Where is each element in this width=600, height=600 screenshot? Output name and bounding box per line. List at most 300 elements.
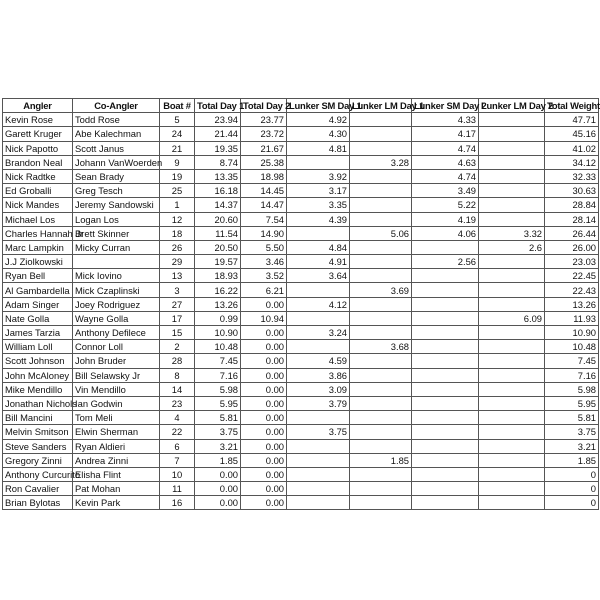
cell-total-weight: 5.98 — [545, 382, 599, 396]
cell-lunker-lm-day-1 — [350, 496, 412, 510]
cell-boat-number: 10 — [160, 467, 195, 481]
cell-co-angler: Connor Loll — [73, 340, 160, 354]
cell-total-weight: 34.12 — [545, 155, 599, 169]
cell-lunker-sm-day-1: 4.39 — [287, 212, 350, 226]
cell-total-day-2: 0.00 — [241, 340, 287, 354]
cell-angler: James Tarzia — [3, 326, 73, 340]
cell-lunker-lm-day-1 — [350, 212, 412, 226]
cell-angler: Gregory Zinni — [3, 453, 73, 467]
cell-total-day-2: 0.00 — [241, 354, 287, 368]
cell-total-day-2: 0.00 — [241, 382, 287, 396]
cell-total-weight: 0 — [545, 496, 599, 510]
cell-lunker-sm-day-1: 3.75 — [287, 425, 350, 439]
cell-lunker-lm-day-1 — [350, 482, 412, 496]
table-row — [3, 496, 599, 510]
cell-total-weight: 11.93 — [545, 311, 599, 325]
cell-lunker-sm-day-1: 3.09 — [287, 382, 350, 396]
cell-lunker-lm-day-2 — [479, 411, 545, 425]
table-row — [3, 184, 599, 198]
table-row — [3, 127, 599, 141]
cell-total-day-1: 0.00 — [195, 467, 241, 481]
table-row — [3, 113, 599, 127]
table-row — [3, 453, 599, 467]
cell-total-day-2: 14.47 — [241, 198, 287, 212]
cell-total-weight: 7.16 — [545, 368, 599, 382]
cell-total-weight: 22.45 — [545, 269, 599, 283]
cell-lunker-lm-day-1: 5.06 — [350, 226, 412, 240]
cell-total-weight: 41.02 — [545, 141, 599, 155]
cell-lunker-lm-day-1 — [350, 240, 412, 254]
cell-angler: Nick Radtke — [3, 169, 73, 183]
cell-lunker-lm-day-1 — [350, 169, 412, 183]
table-body — [3, 113, 599, 510]
cell-total-weight: 7.45 — [545, 354, 599, 368]
table-row — [3, 354, 599, 368]
cell-total-weight: 10.90 — [545, 326, 599, 340]
cell-lunker-sm-day-1: 4.12 — [287, 297, 350, 311]
cell-total-weight: 10.48 — [545, 340, 599, 354]
cell-lunker-lm-day-1 — [350, 269, 412, 283]
cell-total-weight: 26.00 — [545, 240, 599, 254]
cell-total-weight: 47.71 — [545, 113, 599, 127]
cell-co-angler: Elisha Flint — [73, 467, 160, 481]
table-row — [3, 255, 599, 269]
cell-boat-number: 13 — [160, 269, 195, 283]
cell-lunker-lm-day-2 — [479, 368, 545, 382]
cell-angler: Ron Cavalier — [3, 482, 73, 496]
cell-total-weight: 30.63 — [545, 184, 599, 198]
cell-co-angler: Kevin Park — [73, 496, 160, 510]
cell-total-day-1: 8.74 — [195, 155, 241, 169]
cell-lunker-lm-day-1 — [350, 382, 412, 396]
cell-co-angler: Sean Brady — [73, 169, 160, 183]
cell-angler: Charles Hannah Jr — [3, 226, 73, 240]
cell-lunker-lm-day-2: 3.32 — [479, 226, 545, 240]
cell-boat-number: 29 — [160, 255, 195, 269]
header-total-weight: Total Weight — [545, 99, 599, 113]
cell-co-angler: Abe Kalechman — [73, 127, 160, 141]
table-row — [3, 198, 599, 212]
cell-co-angler: Jeremy Sandowski — [73, 198, 160, 212]
cell-lunker-sm-day-2 — [412, 297, 479, 311]
cell-lunker-sm-day-2 — [412, 453, 479, 467]
cell-co-angler: Mick Czaplinski — [73, 283, 160, 297]
cell-total-day-1: 13.26 — [195, 297, 241, 311]
cell-lunker-sm-day-2 — [412, 396, 479, 410]
cell-lunker-sm-day-2 — [412, 354, 479, 368]
cell-lunker-sm-day-2 — [412, 482, 479, 496]
cell-total-day-2: 21.67 — [241, 141, 287, 155]
cell-total-day-1: 16.22 — [195, 283, 241, 297]
cell-angler: Michael Los — [3, 212, 73, 226]
cell-lunker-lm-day-1: 1.85 — [350, 453, 412, 467]
results-sheet — [2, 98, 598, 510]
cell-lunker-lm-day-1 — [350, 396, 412, 410]
cell-lunker-sm-day-1: 4.92 — [287, 113, 350, 127]
cell-total-day-1: 5.95 — [195, 396, 241, 410]
header-boat-number: Boat # — [160, 99, 195, 113]
cell-total-day-1: 1.85 — [195, 453, 241, 467]
cell-lunker-lm-day-2 — [479, 141, 545, 155]
cell-total-weight: 45.16 — [545, 127, 599, 141]
cell-lunker-sm-day-2: 4.17 — [412, 127, 479, 141]
cell-co-angler: Scott Janus — [73, 141, 160, 155]
cell-lunker-sm-day-2 — [412, 382, 479, 396]
cell-co-angler — [73, 255, 160, 269]
cell-lunker-sm-day-1: 3.92 — [287, 169, 350, 183]
cell-boat-number: 1 — [160, 198, 195, 212]
cell-lunker-lm-day-2 — [479, 467, 545, 481]
cell-co-angler: Todd Rose — [73, 113, 160, 127]
cell-boat-number: 15 — [160, 326, 195, 340]
cell-lunker-sm-day-1: 3.35 — [287, 198, 350, 212]
cell-lunker-sm-day-1: 3.64 — [287, 269, 350, 283]
cell-lunker-sm-day-2 — [412, 425, 479, 439]
cell-lunker-lm-day-2 — [479, 326, 545, 340]
cell-total-weight: 13.26 — [545, 297, 599, 311]
cell-total-weight: 0 — [545, 482, 599, 496]
header-angler: Angler — [3, 99, 73, 113]
cell-angler: Marc Lampkin — [3, 240, 73, 254]
cell-lunker-lm-day-2 — [479, 354, 545, 368]
cell-boat-number: 19 — [160, 169, 195, 183]
cell-lunker-sm-day-1: 3.86 — [287, 368, 350, 382]
cell-angler: Garett Kruger — [3, 127, 73, 141]
cell-lunker-sm-day-2: 4.06 — [412, 226, 479, 240]
cell-angler: Scott Johnson — [3, 354, 73, 368]
cell-lunker-sm-day-2 — [412, 496, 479, 510]
cell-angler: Steve Sanders — [3, 439, 73, 453]
cell-boat-number: 7 — [160, 453, 195, 467]
cell-co-angler: Andrea Zinni — [73, 453, 160, 467]
cell-co-angler: Vin Mendillo — [73, 382, 160, 396]
cell-total-day-1: 16.18 — [195, 184, 241, 198]
cell-co-angler: Wayne Golla — [73, 311, 160, 325]
cell-total-weight: 0 — [545, 467, 599, 481]
cell-lunker-sm-day-1 — [287, 283, 350, 297]
cell-total-day-2: 0.00 — [241, 326, 287, 340]
cell-boat-number: 9 — [160, 155, 195, 169]
cell-co-angler: Joey Rodriguez — [73, 297, 160, 311]
cell-lunker-sm-day-2 — [412, 269, 479, 283]
cell-total-day-1: 7.16 — [195, 368, 241, 382]
cell-lunker-lm-day-1: 3.68 — [350, 340, 412, 354]
cell-boat-number: 4 — [160, 411, 195, 425]
header-lunker-lm-day-1: Lunker LM Day 1 — [350, 99, 412, 113]
cell-lunker-sm-day-2: 4.63 — [412, 155, 479, 169]
cell-lunker-sm-day-1: 4.84 — [287, 240, 350, 254]
cell-co-angler: Elwin Sherman — [73, 425, 160, 439]
table-row — [3, 411, 599, 425]
table-row — [3, 326, 599, 340]
header-total-day-2: Total Day 2 — [241, 99, 287, 113]
header-total-day-1: Total Day 1 — [195, 99, 241, 113]
cell-lunker-sm-day-1 — [287, 453, 350, 467]
cell-lunker-sm-day-1 — [287, 439, 350, 453]
cell-boat-number: 14 — [160, 382, 195, 396]
cell-lunker-sm-day-1: 4.91 — [287, 255, 350, 269]
cell-total-weight: 28.14 — [545, 212, 599, 226]
cell-total-day-1: 23.94 — [195, 113, 241, 127]
cell-lunker-lm-day-2 — [479, 496, 545, 510]
cell-co-angler: Johann VanWoerden — [73, 155, 160, 169]
cell-angler: Brandon Neal — [3, 155, 73, 169]
header-lunker-sm-day-2: Lunker SM Day 2 — [412, 99, 479, 113]
cell-lunker-lm-day-2 — [479, 169, 545, 183]
cell-total-day-2: 23.77 — [241, 113, 287, 127]
table-row — [3, 269, 599, 283]
cell-boat-number: 3 — [160, 283, 195, 297]
cell-angler: Nate Golla — [3, 311, 73, 325]
cell-lunker-sm-day-1: 3.24 — [287, 326, 350, 340]
cell-total-day-2: 6.21 — [241, 283, 287, 297]
cell-lunker-sm-day-2: 2.56 — [412, 255, 479, 269]
table-row — [3, 297, 599, 311]
cell-lunker-lm-day-1 — [350, 326, 412, 340]
cell-total-day-1: 7.45 — [195, 354, 241, 368]
cell-boat-number: 21 — [160, 141, 195, 155]
cell-angler: Kevin Rose — [3, 113, 73, 127]
cell-lunker-lm-day-2 — [479, 283, 545, 297]
cell-lunker-sm-day-2 — [412, 368, 479, 382]
cell-lunker-sm-day-2: 4.33 — [412, 113, 479, 127]
cell-lunker-lm-day-1 — [350, 411, 412, 425]
cell-co-angler: Brett Skinner — [73, 226, 160, 240]
cell-lunker-lm-day-2 — [479, 155, 545, 169]
cell-total-day-1: 5.81 — [195, 411, 241, 425]
cell-boat-number: 26 — [160, 240, 195, 254]
cell-angler: Anthony Curcurito — [3, 467, 73, 481]
cell-total-day-2: 0.00 — [241, 297, 287, 311]
cell-total-weight: 1.85 — [545, 453, 599, 467]
cell-total-day-2: 3.52 — [241, 269, 287, 283]
cell-angler: Adam Singer — [3, 297, 73, 311]
cell-angler: Nick Mandes — [3, 198, 73, 212]
cell-lunker-lm-day-1 — [350, 368, 412, 382]
cell-total-day-1: 20.50 — [195, 240, 241, 254]
cell-boat-number: 6 — [160, 439, 195, 453]
cell-lunker-lm-day-1 — [350, 425, 412, 439]
cell-lunker-sm-day-1 — [287, 467, 350, 481]
cell-total-day-2: 14.45 — [241, 184, 287, 198]
cell-boat-number: 23 — [160, 396, 195, 410]
cell-co-angler: Ian Godwin — [73, 396, 160, 410]
cell-lunker-sm-day-1 — [287, 482, 350, 496]
cell-lunker-lm-day-2 — [479, 396, 545, 410]
cell-total-day-2: 3.46 — [241, 255, 287, 269]
cell-total-day-1: 19.35 — [195, 141, 241, 155]
cell-lunker-lm-day-1 — [350, 141, 412, 155]
cell-angler: Bill Mancini — [3, 411, 73, 425]
header-lunker-sm-day-1: Lunker SM Day 1 — [287, 99, 350, 113]
cell-lunker-lm-day-2 — [479, 127, 545, 141]
cell-total-day-2: 0.00 — [241, 368, 287, 382]
cell-lunker-sm-day-1: 4.30 — [287, 127, 350, 141]
cell-boat-number: 17 — [160, 311, 195, 325]
cell-lunker-lm-day-1: 3.28 — [350, 155, 412, 169]
cell-total-day-1: 0.00 — [195, 496, 241, 510]
cell-boat-number: 5 — [160, 113, 195, 127]
cell-lunker-lm-day-1 — [350, 255, 412, 269]
cell-total-day-2: 0.00 — [241, 425, 287, 439]
cell-angler: John McAloney — [3, 368, 73, 382]
cell-total-day-2: 25.38 — [241, 155, 287, 169]
cell-total-day-2: 0.00 — [241, 467, 287, 481]
cell-total-weight: 28.84 — [545, 198, 599, 212]
cell-lunker-sm-day-1: 4.59 — [287, 354, 350, 368]
cell-lunker-lm-day-2 — [479, 297, 545, 311]
table-row — [3, 226, 599, 240]
cell-co-angler: Ryan Aldieri — [73, 439, 160, 453]
table-row — [3, 467, 599, 481]
cell-total-weight: 23.03 — [545, 255, 599, 269]
cell-total-day-1: 0.99 — [195, 311, 241, 325]
cell-total-weight: 26.44 — [545, 226, 599, 240]
cell-total-day-2: 7.54 — [241, 212, 287, 226]
cell-lunker-lm-day-2: 2.6 — [479, 240, 545, 254]
cell-total-day-1: 20.60 — [195, 212, 241, 226]
cell-angler: Ryan Bell — [3, 269, 73, 283]
cell-total-weight: 32.33 — [545, 169, 599, 183]
cell-lunker-lm-day-1 — [350, 127, 412, 141]
table-row — [3, 382, 599, 396]
cell-total-day-2: 0.00 — [241, 396, 287, 410]
cell-total-day-2: 0.00 — [241, 411, 287, 425]
cell-total-weight: 22.43 — [545, 283, 599, 297]
cell-lunker-lm-day-1 — [350, 354, 412, 368]
header-co-angler: Co-Angler — [73, 99, 160, 113]
cell-total-day-1: 5.98 — [195, 382, 241, 396]
cell-lunker-sm-day-1: 3.79 — [287, 396, 350, 410]
table-row — [3, 396, 599, 410]
cell-lunker-lm-day-2 — [479, 113, 545, 127]
cell-lunker-sm-day-2 — [412, 326, 479, 340]
cell-lunker-sm-day-2 — [412, 311, 479, 325]
cell-total-day-2: 0.00 — [241, 439, 287, 453]
cell-lunker-lm-day-2 — [479, 340, 545, 354]
cell-lunker-lm-day-2 — [479, 184, 545, 198]
table-row — [3, 155, 599, 169]
table-row — [3, 482, 599, 496]
cell-lunker-lm-day-2 — [479, 482, 545, 496]
cell-lunker-lm-day-1 — [350, 439, 412, 453]
table-row — [3, 368, 599, 382]
cell-lunker-lm-day-2 — [479, 198, 545, 212]
header-lunker-lm-day-2: Lunker LM Day 2 — [479, 99, 545, 113]
cell-lunker-lm-day-2 — [479, 382, 545, 396]
cell-lunker-sm-day-1 — [287, 155, 350, 169]
cell-lunker-sm-day-2: 4.74 — [412, 169, 479, 183]
cell-lunker-lm-day-2: 6.09 — [479, 311, 545, 325]
cell-lunker-lm-day-2 — [479, 425, 545, 439]
cell-boat-number: 28 — [160, 354, 195, 368]
cell-total-day-1: 21.44 — [195, 127, 241, 141]
cell-total-weight: 3.21 — [545, 439, 599, 453]
cell-total-day-1: 19.57 — [195, 255, 241, 269]
table-row — [3, 439, 599, 453]
cell-angler: Nick Papotto — [3, 141, 73, 155]
table-row — [3, 425, 599, 439]
cell-lunker-lm-day-2 — [479, 255, 545, 269]
cell-lunker-sm-day-1 — [287, 411, 350, 425]
cell-boat-number: 18 — [160, 226, 195, 240]
cell-lunker-lm-day-1 — [350, 198, 412, 212]
cell-lunker-lm-day-1: 3.69 — [350, 283, 412, 297]
cell-lunker-lm-day-1 — [350, 311, 412, 325]
table-row — [3, 141, 599, 155]
cell-angler: William Loll — [3, 340, 73, 354]
cell-lunker-sm-day-2: 3.49 — [412, 184, 479, 198]
cell-angler: Ed Groballi — [3, 184, 73, 198]
cell-lunker-lm-day-2 — [479, 439, 545, 453]
cell-lunker-lm-day-2 — [479, 453, 545, 467]
cell-co-angler: Pat Mohan — [73, 482, 160, 496]
cell-total-day-2: 14.90 — [241, 226, 287, 240]
cell-total-day-1: 3.21 — [195, 439, 241, 453]
cell-angler: Al Gambardella — [3, 283, 73, 297]
cell-angler: J.J Ziolkowski — [3, 255, 73, 269]
cell-total-day-1: 10.90 — [195, 326, 241, 340]
cell-angler: Jonathan Nichols — [3, 396, 73, 410]
cell-co-angler: Micky Curran — [73, 240, 160, 254]
cell-boat-number: 25 — [160, 184, 195, 198]
cell-lunker-lm-day-1 — [350, 297, 412, 311]
cell-angler: Brian Bylotas — [3, 496, 73, 510]
cell-angler: Melvin Smitson — [3, 425, 73, 439]
cell-lunker-sm-day-2 — [412, 283, 479, 297]
cell-boat-number: 2 — [160, 340, 195, 354]
cell-boat-number: 12 — [160, 212, 195, 226]
cell-co-angler: John Bruder — [73, 354, 160, 368]
cell-boat-number: 27 — [160, 297, 195, 311]
table-row — [3, 212, 599, 226]
cell-lunker-lm-day-1 — [350, 467, 412, 481]
table-row — [3, 283, 599, 297]
cell-total-day-1: 10.48 — [195, 340, 241, 354]
cell-lunker-sm-day-1 — [287, 340, 350, 354]
table-row — [3, 240, 599, 254]
cell-co-angler: Mick Iovino — [73, 269, 160, 283]
cell-lunker-lm-day-1 — [350, 184, 412, 198]
cell-co-angler: Greg Tesch — [73, 184, 160, 198]
cell-co-angler: Anthony Defilece — [73, 326, 160, 340]
cell-total-weight: 5.81 — [545, 411, 599, 425]
cell-lunker-sm-day-2: 5.22 — [412, 198, 479, 212]
cell-lunker-sm-day-1: 4.81 — [287, 141, 350, 155]
cell-lunker-lm-day-2 — [479, 269, 545, 283]
cell-total-day-1: 18.93 — [195, 269, 241, 283]
cell-total-day-2: 18.98 — [241, 169, 287, 183]
cell-total-day-2: 5.50 — [241, 240, 287, 254]
cell-boat-number: 24 — [160, 127, 195, 141]
cell-lunker-sm-day-1 — [287, 311, 350, 325]
cell-total-day-2: 0.00 — [241, 453, 287, 467]
cell-lunker-sm-day-1: 3.17 — [287, 184, 350, 198]
cell-total-day-2: 0.00 — [241, 482, 287, 496]
cell-total-day-1: 3.75 — [195, 425, 241, 439]
table-row — [3, 169, 599, 183]
cell-total-day-2: 23.72 — [241, 127, 287, 141]
cell-angler: Mike Mendillo — [3, 382, 73, 396]
table-row — [3, 311, 599, 325]
cell-boat-number: 8 — [160, 368, 195, 382]
cell-lunker-lm-day-1 — [350, 113, 412, 127]
results-table — [2, 98, 599, 510]
cell-co-angler: Tom Meli — [73, 411, 160, 425]
cell-total-day-2: 10.94 — [241, 311, 287, 325]
cell-lunker-sm-day-1 — [287, 226, 350, 240]
header-row — [3, 99, 599, 113]
